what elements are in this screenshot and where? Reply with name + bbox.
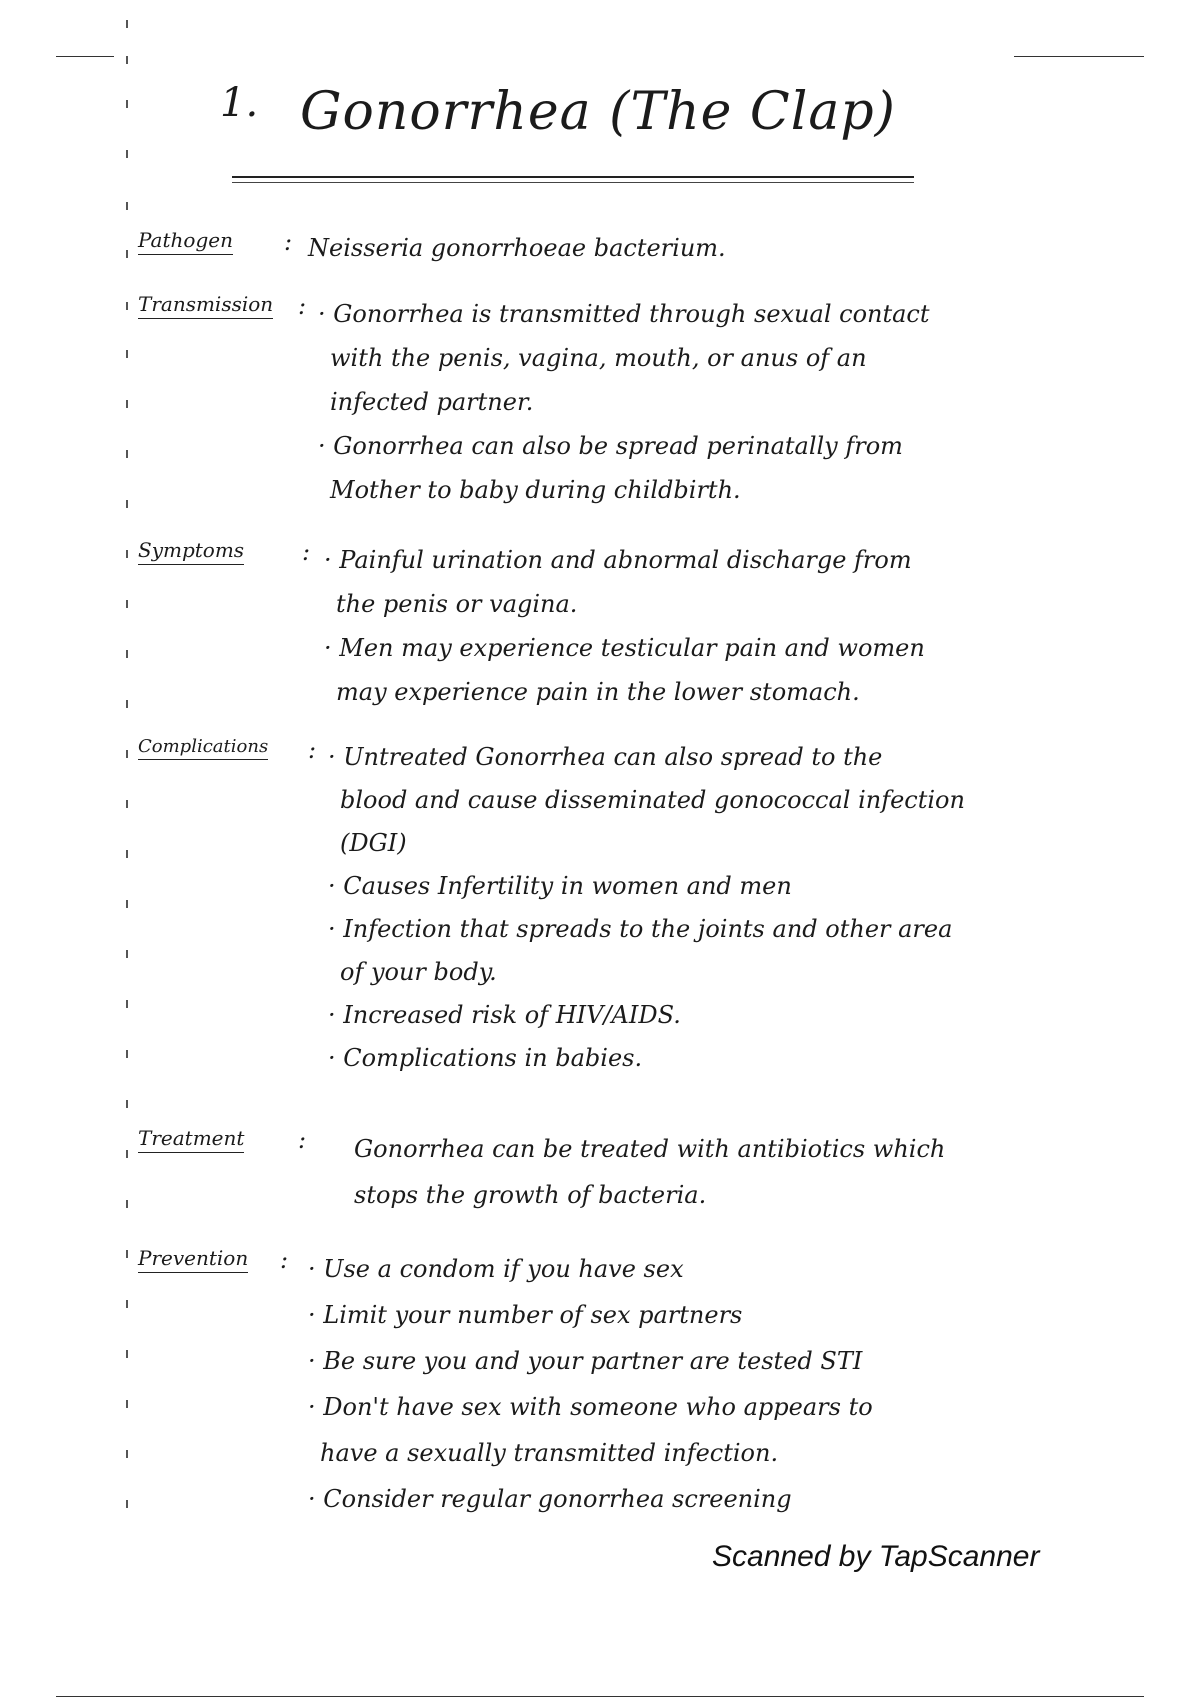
section-complications <box>138 736 1038 1096</box>
text-line: of your body. <box>340 958 497 986</box>
title-number: 1. <box>220 80 259 126</box>
text-line: · Be sure you and your partner are tested STI <box>308 1347 863 1375</box>
text-line: · Limit your number of sex partners <box>308 1301 743 1329</box>
text-line: stops the growth of bacteria. <box>354 1181 707 1209</box>
text-line: may experience pain in the lower stomach. <box>336 678 860 706</box>
text-line: have a sexually transmitted infection. <box>320 1439 779 1467</box>
section-label: Complications <box>138 736 268 760</box>
text-line: · Gonorrhea is transmitted through sexual contact <box>318 300 930 328</box>
section-label: Transmission <box>138 292 273 319</box>
section-content <box>328 736 965 1080</box>
section-content <box>354 1126 945 1218</box>
section-pathogen <box>138 228 1038 268</box>
text-line: infected partner. <box>330 388 534 416</box>
text-line: · Gonorrhea can also be spread perinatally from <box>318 432 903 460</box>
label-colon: : <box>280 1246 289 1274</box>
section-symptoms <box>138 538 1038 718</box>
label-colon: : <box>298 292 307 320</box>
text-line: · Painful urination and abnormal discharge from <box>324 546 912 574</box>
label-colon: : <box>308 736 317 764</box>
text-line: · Untreated Gonorrhea can also spread to the <box>328 743 883 771</box>
page-title <box>220 62 920 172</box>
label-colon: : <box>284 228 293 256</box>
text-line: · Consider regular gonorrhea screening <box>308 1485 792 1513</box>
text-line: · Men may experience testicular pain and women <box>324 634 925 662</box>
section-label: Treatment <box>138 1126 244 1153</box>
label-colon: : <box>302 538 311 566</box>
text-line: · Infection that spreads to the joints and other area <box>328 915 953 943</box>
section-label: Symptoms <box>138 538 244 565</box>
section-content <box>324 538 925 714</box>
title-underline <box>232 176 914 178</box>
label-colon: : <box>298 1126 307 1154</box>
title-text: Gonorrhea (The Clap) <box>300 82 896 142</box>
notebook-margin-marks <box>126 20 132 1560</box>
text-line: · Causes Infertility in women and men <box>328 872 792 900</box>
section-content <box>318 292 930 512</box>
section-prevention <box>138 1246 1038 1536</box>
top-right-rule <box>1014 56 1144 57</box>
text-line: · Increased risk of HIV/AIDS. <box>328 1001 681 1029</box>
text-line: with the penis, vagina, mouth, or anus of an <box>330 344 867 372</box>
text-line: · Use a condom if you have sex <box>308 1255 684 1283</box>
section-content <box>308 1246 873 1522</box>
text-line: (DGI) <box>340 829 407 857</box>
text-line: blood and cause disseminated gonococcal infection <box>340 786 965 814</box>
section-label: Prevention <box>138 1246 248 1273</box>
text-line: the penis or vagina. <box>336 590 578 618</box>
section-treatment <box>138 1126 1038 1226</box>
text-line: · Don't have sex with someone who appears to <box>308 1393 873 1421</box>
top-left-rule <box>56 56 114 57</box>
section-label: Pathogen <box>138 228 233 255</box>
scanner-watermark: Scanned by TapScanner <box>712 1540 1040 1573</box>
title-underline-second <box>232 182 914 183</box>
section-transmission <box>138 292 1038 522</box>
text-line: Neisseria gonorrhoeae bacterium. <box>308 234 726 262</box>
text-line: Gonorrhea can be treated with antibiotics which <box>354 1135 946 1163</box>
bottom-rule <box>56 1696 1144 1697</box>
section-content <box>308 228 726 268</box>
text-line: Mother to baby during childbirth. <box>330 476 741 504</box>
text-line: · Complications in babies. <box>328 1044 643 1072</box>
